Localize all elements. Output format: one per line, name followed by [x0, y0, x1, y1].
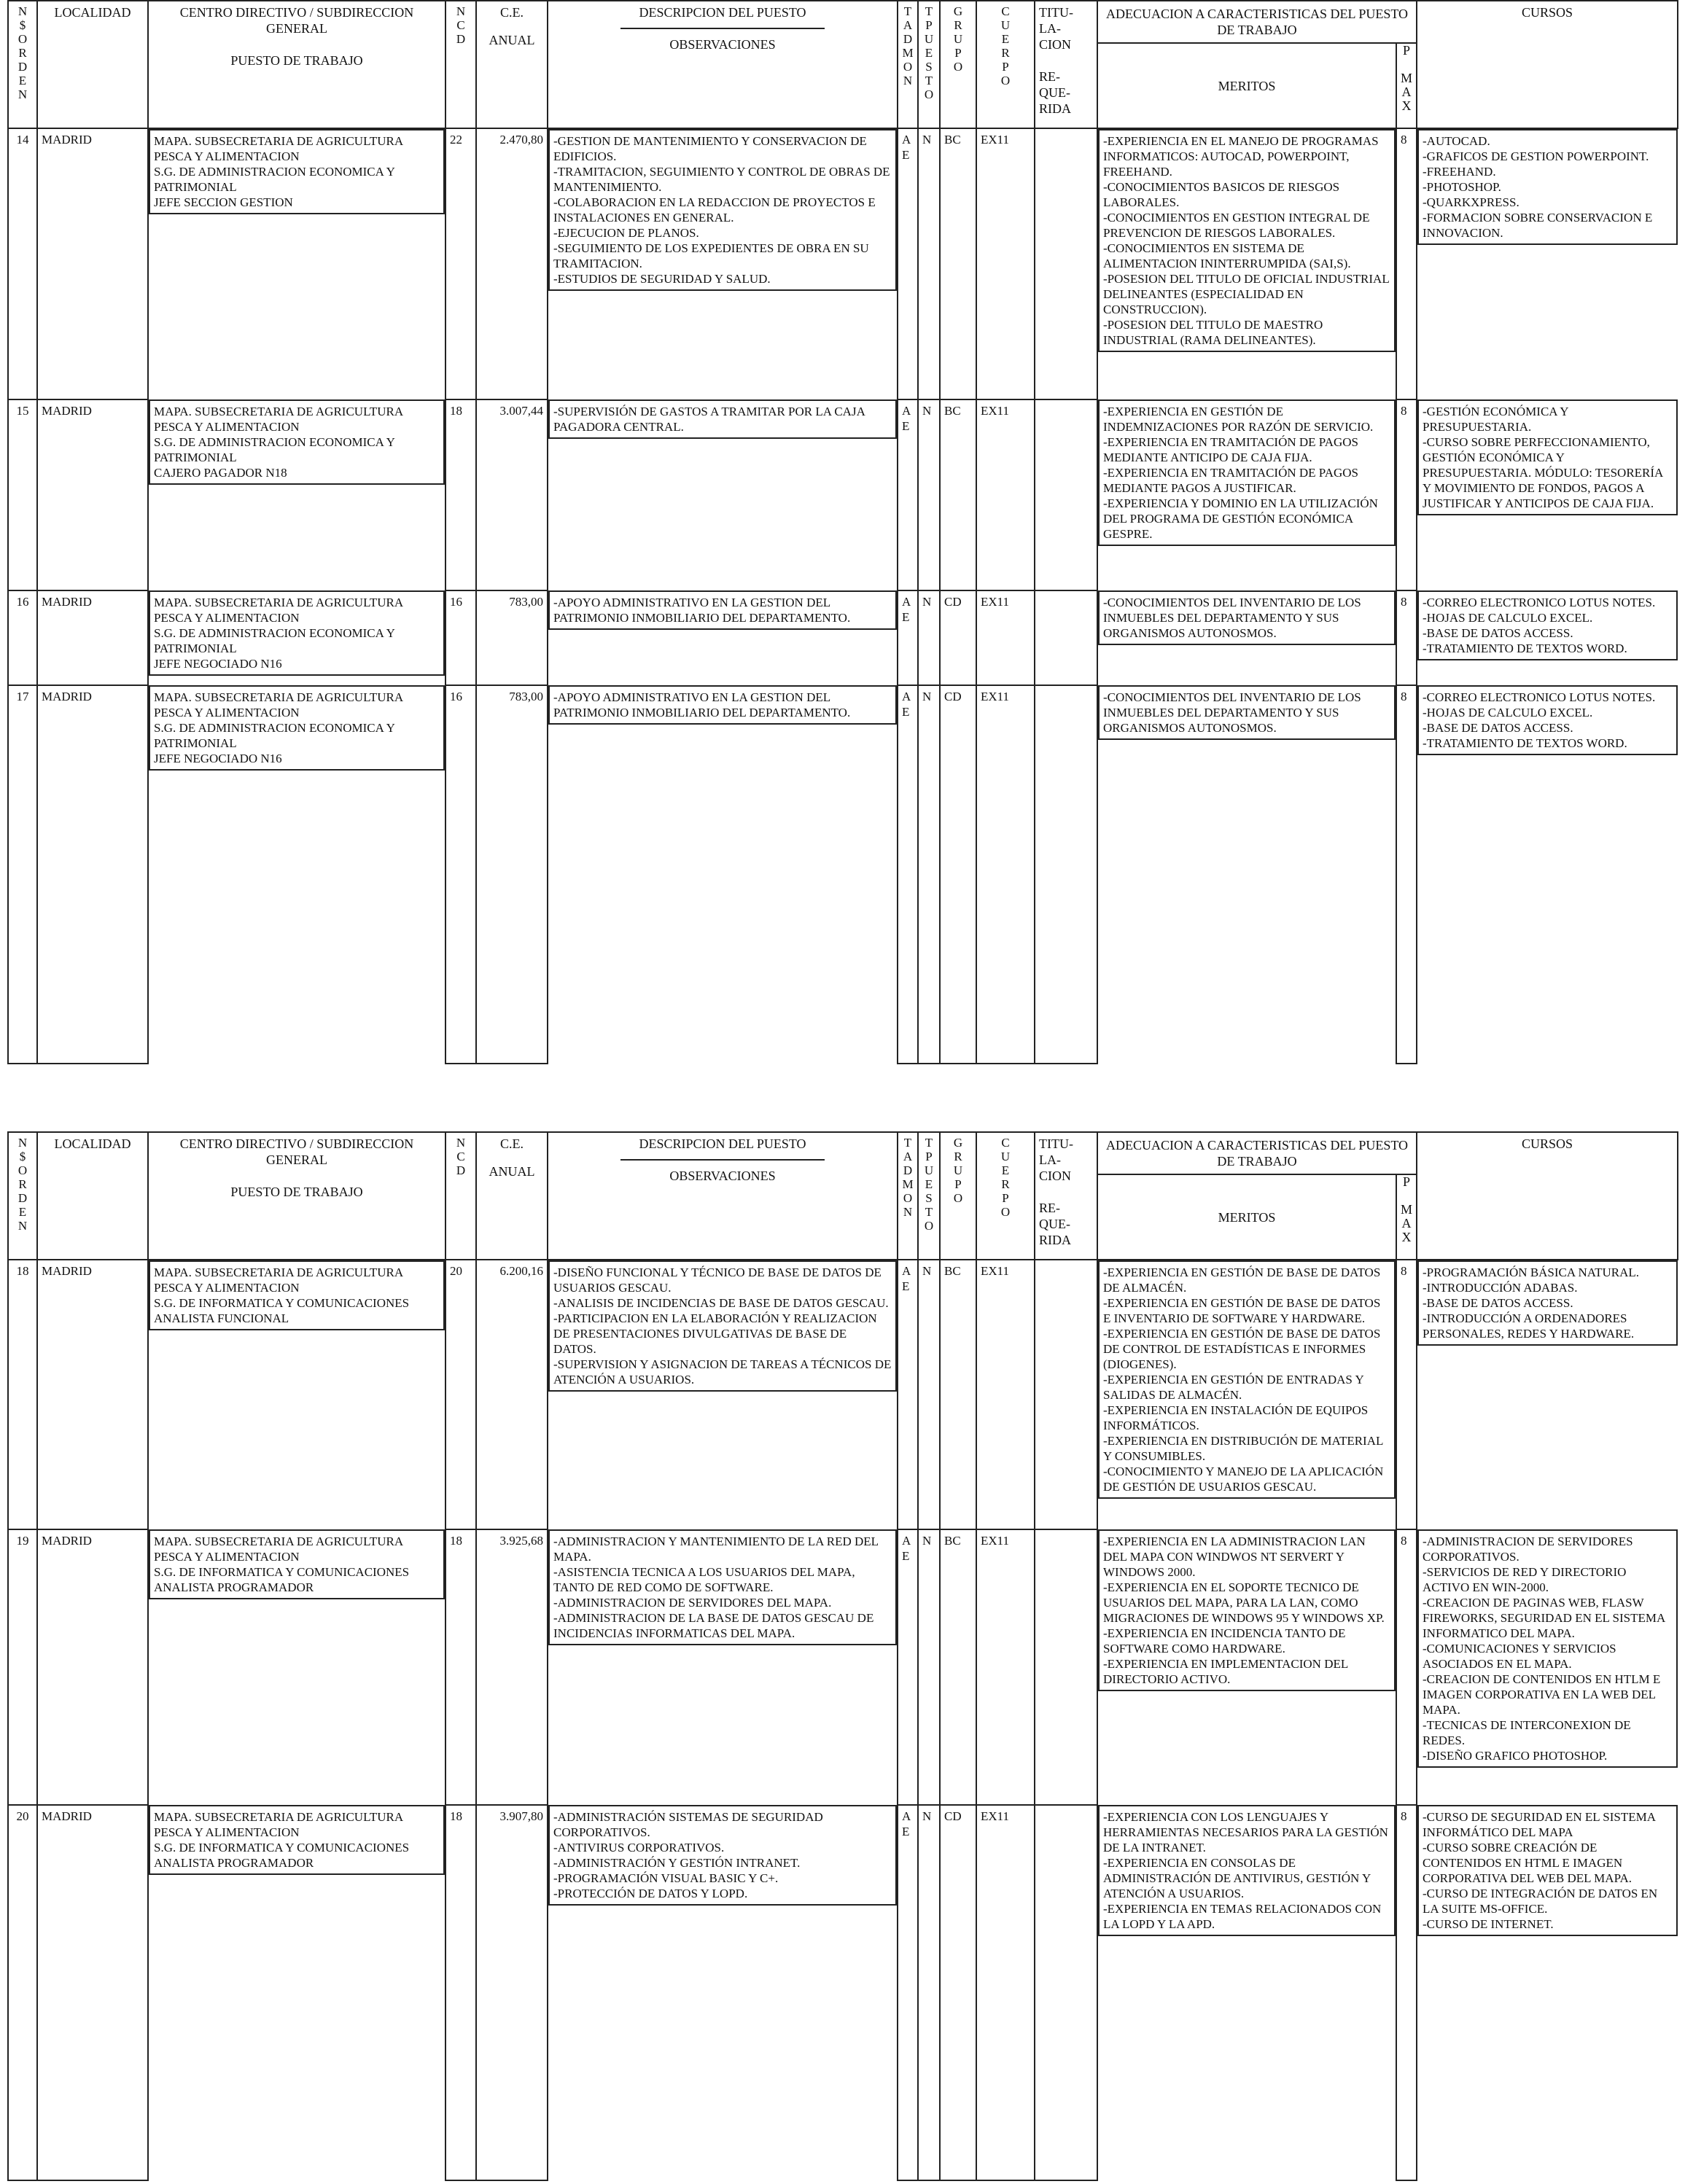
cell-grupo: BC	[940, 399, 976, 590]
cell-ncd: 16	[445, 685, 476, 1064]
cell-grupo: BC	[940, 1529, 976, 1805]
cell-localidad: MADRID	[37, 1529, 148, 1805]
cell-cursos: -CURSO DE SEGURIDAD EN EL SISTEMA INFORMÁTICO DEL MAPA -CURSO SOBRE CREACIÓN DE CONTENIDOS EN HTML E IMAGEN CORPORATIVA DEL WEB DEL MAPA. -CURSO DE INTEGRACIÓN DE DATOS EN LA SUITE MS-OFFICE. -CURSO DE INTERNET.	[1417, 1805, 1678, 1936]
header-adecuacion: ADECUACION A CARACTERISTICAS DEL PUESTO DE TRABAJO MERITOS P M A X	[1097, 1, 1417, 128]
cell-orden: 14	[8, 128, 37, 399]
cell-ce: 3.925,68	[476, 1529, 548, 1805]
cell-grupo: CD	[940, 685, 976, 1064]
cell-pmax: 8	[1396, 590, 1417, 685]
header-titulacion: TITU- LA- CION RE- QUE- RIDA	[1035, 1, 1097, 128]
cell-grupo: BC	[940, 128, 976, 399]
positions-table-1	[7, 0, 1678, 1064]
cell-admon: AE	[898, 1529, 918, 1805]
cell-admon: AE	[898, 128, 918, 399]
cell-titulacion	[1035, 1260, 1097, 1529]
cell-cursos: -PROGRAMACIÓN BÁSICA NATURAL. -INTRODUCCIÓN ADABAS. -BASE DE DATOS ACCESS. -INTRODUCCIÓN A ORDENADORES PERSONALES, REDES Y HARDWARE.	[1417, 1260, 1678, 1346]
cell-admon: AE	[898, 685, 918, 1064]
cell-orden: 17	[8, 685, 37, 1064]
cell-centro: MAPA. SUBSECRETARIA DE AGRICULTURA PESCA Y ALIMENTACION S.G. DE ADMINISTRACION ECONOMICA Y PATRIMONIAL JEFE NEGOCIADO N16	[149, 685, 445, 771]
header-cuerpo: C U E R P O	[976, 1, 1035, 128]
cell-meritos: -EXPERIENCIA CON LOS LENGUAJES Y HERRAMIENTAS NECESARIOS PARA LA GESTIÓN DE LA INTRANET. -EXPERIENCIA EN CONSOLAS DE ADMINISTRACIÓN DE ANTIVIRUS, GESTIÓN Y ATENCIÓN A USUARIOS. -EXPERIENCIA EN TEMAS RELACIONADOS CON LA LOPD Y LA APD.	[1098, 1805, 1396, 1936]
cell-ce: 2.470,80	[476, 128, 548, 399]
cell-ce: 3.907,80	[476, 1805, 548, 2180]
cell-cuerpo: EX11	[976, 399, 1035, 590]
header-localidad: LOCALIDAD	[37, 1132, 148, 1260]
cell-descripcion: -DISEÑO FUNCIONAL Y TÉCNICO DE BASE DE DATOS DE USUARIOS GESCAU. -ANALISIS DE INCIDENCIAS DE BASE DE DATOS GESCAU. -PARTICIPACION EN LA ELABORACIÓN Y REALIZACION DE PRESENTACIONES DIVULGATIVAS DE BASE DE DATOS. -SUPERVISION Y ASIGNACION DE TAREAS A TÉCNICOS DE ATENCIÓN A USUARIOS.	[548, 1260, 897, 1392]
cell-titulacion	[1035, 128, 1097, 399]
cell-descripcion: -APOYO ADMINISTRATIVO EN LA GESTION DEL PATRIMONIO INMOBILIARIO DEL DEPARTAMENTO.	[548, 685, 897, 725]
cell-meritos: -CONOCIMIENTOS DEL INVENTARIO DE LOS INMUEBLES DEL DEPARTAMENTO Y SUS ORGANISMOS AUTONOSMOS.	[1098, 685, 1396, 740]
cell-ncd: 20	[445, 1260, 476, 1529]
header-titulacion: TITU- LA- CION RE- QUE- RIDA	[1035, 1132, 1097, 1260]
header-t-puesto: T P U E S T O	[918, 1, 940, 128]
cell-ncd: 18	[445, 399, 476, 590]
positions-table-2	[7, 1131, 1678, 2181]
header-t-admon: T A D M O N	[898, 1, 918, 128]
header-localidad: LOCALIDAD	[37, 1, 148, 128]
header-ncd: N C D	[445, 1132, 476, 1260]
header-centro: CENTRO DIRECTIVO / SUBDIRECCION GENERAL PUESTO DE TRABAJO	[148, 1132, 445, 1260]
cell-centro: MAPA. SUBSECRETARIA DE AGRICULTURA PESCA Y ALIMENTACION S.G. DE ADMINISTRACION ECONOMICA Y PATRIMONIAL JEFE NEGOCIADO N16	[149, 590, 445, 676]
table-row	[8, 590, 1678, 685]
cell-centro: MAPA. SUBSECRETARIA DE AGRICULTURA PESCA Y ALIMENTACION S.G. DE ADMINISTRACION ECONOMICA Y PATRIMONIAL JEFE SECCION GESTION	[149, 129, 445, 214]
cell-meritos: -CONOCIMIENTOS DEL INVENTARIO DE LOS INMUEBLES DEL DEPARTAMENTO Y SUS ORGANISMOS AUTONOSMOS.	[1098, 590, 1396, 645]
cell-ncd: 18	[445, 1529, 476, 1805]
cell-descripcion: -ADMINISTRACIÓN SISTEMAS DE SEGURIDAD CORPORATIVOS. -ANTIVIRUS CORPORATIVOS. -ADMINISTRACIÓN Y GESTIÓN INTRANET. -PROGRAMACIÓN VISUAL BASIC Y C+. -PROTECCIÓN DE DATOS Y LOPD.	[548, 1805, 897, 1906]
cell-cursos: -CORREO ELECTRONICO LOTUS NOTES. -HOJAS DE CALCULO EXCEL. -BASE DE DATOS ACCESS. -TRATAMIENTO DE TEXTOS WORD.	[1417, 590, 1678, 660]
header-n-orden: N $ O R D E N	[8, 1132, 37, 1260]
cell-cuerpo: EX11	[976, 1529, 1035, 1805]
cell-grupo: CD	[940, 590, 976, 685]
header-adecuacion: ADECUACION A CARACTERISTICAS DEL PUESTO DE TRABAJO MERITOS P M A X	[1097, 1132, 1417, 1260]
cell-grupo: CD	[940, 1805, 976, 2180]
cell-localidad: MADRID	[37, 685, 148, 1064]
cell-cursos: -GESTIÓN ECONÓMICA Y PRESUPUESTARIA. -CURSO SOBRE PERFECCIONAMIENTO, GESTIÓN ECONÓMICA Y PRESUPUESTARIA. MÓDULO: TESORERÍA Y MOVIMIENTO DE FONDOS, PAGOS A JUSTIFICAR Y ANTICIPOS DE CAJA FIJA.	[1417, 399, 1678, 515]
cell-orden: 18	[8, 1260, 37, 1529]
cell-tpuesto: N	[918, 399, 940, 590]
header-cuerpo: C U E R P O	[976, 1132, 1035, 1260]
cell-tpuesto: N	[918, 128, 940, 399]
header-grupo: G R U P O	[940, 1132, 976, 1260]
header-row	[8, 1, 1678, 128]
cell-pmax: 8	[1396, 685, 1417, 1064]
cell-centro: MAPA. SUBSECRETARIA DE AGRICULTURA PESCA Y ALIMENTACION S.G. DE INFORMATICA Y COMUNICACIONES ANALISTA PROGRAMADOR	[149, 1805, 445, 1875]
cell-grupo: BC	[940, 1260, 976, 1529]
header-t-admon: T A D M O N	[898, 1132, 918, 1260]
cell-cursos: -ADMINISTRACION DE SERVIDORES CORPORATIVOS. -SERVICIOS DE RED Y DIRECTORIO ACTIVO EN WIN-2000. -CREACION DE PAGINAS WEB, FLASW FIREWORKS, SEGURIDAD EN EL SISTEMA INFORMATICO DEL MAPA. -COMUNICACIONES Y SERVICIOS ASOCIADOS EN EL MAPA. -CREACION DE CONTENIDOS EN HTLM E IMAGEN CORPORATIVA EN LA WEB DEL MAPA. -TECNICAS DE INTERCONEXION DE REDES. -DISEÑO GRAFICO PHOTOSHOP.	[1417, 1529, 1678, 1768]
cell-descripcion: -ADMINISTRACION Y MANTENIMIENTO DE LA RED DEL MAPA. -ASISTENCIA TECNICA A LOS USUARIOS DEL MAPA, TANTO DE RED COMO DE SOFTWARE. -ADMINISTRACION DE SERVIDORES DEL MAPA. -ADMINISTRACION DE LA BASE DE DATOS GESCAU DE INCIDENCIAS INFORMATICAS DEL MAPA.	[548, 1529, 897, 1645]
cell-titulacion	[1035, 590, 1097, 685]
cell-localidad: MADRID	[37, 590, 148, 685]
cell-meritos: -EXPERIENCIA EN EL MANEJO DE PROGRAMAS INFORMATICOS: AUTOCAD, POWERPOINT, FREEHAND. -CONOCIMIENTOS BASICOS DE RIESGOS LABORALES. -CONOCIMIENTOS EN GESTION INTEGRAL DE PREVENCION DE RIESGOS LABORALES. -CONOCIMIENTOS EN SISTEMA DE ALIMENTACION ININTERRUMPIDA (SAI,S). -POSESION DEL TITULO DE OFICIAL INDUSTRIAL DELINEANTES (ESPECIALIDAD EN CONSTRUCCION). -POSESION DEL TITULO DE MAESTRO INDUSTRIAL (RAMA DELINEANTES).	[1098, 129, 1396, 352]
cell-ncd: 18	[445, 1805, 476, 2180]
table-row	[8, 685, 1678, 1064]
header-n-orden: N $ O R D E N	[8, 1, 37, 128]
header-ncd: N C D	[445, 1, 476, 128]
cell-localidad: MADRID	[37, 1260, 148, 1529]
cell-ncd: 16	[445, 590, 476, 685]
cell-cursos: -AUTOCAD. -GRAFICOS DE GESTION POWERPOINT. -FREEHAND. -PHOTOSHOP. -QUARKXPRESS. -FORMACION SOBRE CONSERVACION E INNOVACION.	[1417, 129, 1678, 245]
cell-centro: MAPA. SUBSECRETARIA DE AGRICULTURA PESCA Y ALIMENTACION S.G. DE ADMINISTRACION ECONOMICA Y PATRIMONIAL CAJERO PAGADOR N18	[149, 399, 445, 485]
header-centro: CENTRO DIRECTIVO / SUBDIRECCION GENERAL PUESTO DE TRABAJO	[148, 1, 445, 128]
header-ce: C.E. ANUAL	[476, 1132, 548, 1260]
cell-admon: AE	[898, 1260, 918, 1529]
cell-meritos: -EXPERIENCIA EN GESTIÓN DE BASE DE DATOS DE ALMACÉN. -EXPERIENCIA EN GESTIÓN DE BASE DE DATOS E INVENTARIO DE SOFTWARE Y HARDWARE. -EXPERIENCIA EN GESTIÓN DE BASE DE DATOS DE CONTROL DE ESTADÍSTICAS E INFORMES (DIOGENES). -EXPERIENCIA EN GESTIÓN DE ENTRADAS Y SALIDAS DE ALMACÉN. -EXPERIENCIA EN INSTALACIÓN DE EQUIPOS INFORMÁTICOS. -EXPERIENCIA EN DISTRIBUCIÓN DE MATERIAL Y CONSUMIBLES. -CONOCIMIENTO Y MANEJO DE LA APLICACIÓN DE GESTIÓN DE USUARIOS GESCAU.	[1098, 1260, 1396, 1499]
cell-ce: 783,00	[476, 685, 548, 1064]
cell-ce: 3.007,44	[476, 399, 548, 590]
header-cursos: CURSOS	[1417, 1, 1678, 128]
cell-tpuesto: N	[918, 685, 940, 1064]
header-ce: C.E. ANUAL	[476, 1, 548, 128]
table-row	[8, 1260, 1678, 1529]
cell-titulacion	[1035, 399, 1097, 590]
cell-descripcion: -APOYO ADMINISTRATIVO EN LA GESTION DEL PATRIMONIO INMOBILIARIO DEL DEPARTAMENTO.	[548, 590, 897, 630]
table-block-2	[7, 1131, 1677, 2181]
cell-cursos: -CORREO ELECTRONICO LOTUS NOTES. -HOJAS DE CALCULO EXCEL. -BASE DE DATOS ACCESS. -TRATAMIENTO DE TEXTOS WORD.	[1417, 685, 1678, 755]
cell-ce: 783,00	[476, 590, 548, 685]
header-descripcion: DESCRIPCION DEL PUESTO OBSERVACIONES	[548, 1132, 898, 1260]
cell-descripcion: -SUPERVISIÓN DE GASTOS A TRAMITAR POR LA CAJA PAGADORA CENTRAL.	[548, 399, 897, 439]
cell-pmax: 8	[1396, 1260, 1417, 1529]
cell-orden: 15	[8, 399, 37, 590]
cell-cuerpo: EX11	[976, 128, 1035, 399]
cell-admon: AE	[898, 399, 918, 590]
cell-tpuesto: N	[918, 1805, 940, 2180]
header-row	[8, 1132, 1678, 1260]
cell-pmax: 8	[1396, 128, 1417, 399]
cell-localidad: MADRID	[37, 399, 148, 590]
cell-ncd: 22	[445, 128, 476, 399]
cell-tpuesto: N	[918, 1529, 940, 1805]
cell-centro: MAPA. SUBSECRETARIA DE AGRICULTURA PESCA Y ALIMENTACION S.G. DE INFORMATICA Y COMUNICACIONES ANALISTA PROGRAMADOR	[149, 1529, 445, 1599]
cell-titulacion	[1035, 1529, 1097, 1805]
table-row	[8, 128, 1678, 399]
cell-cuerpo: EX11	[976, 590, 1035, 685]
cell-localidad: MADRID	[37, 128, 148, 399]
header-t-puesto: T P U E S T O	[918, 1132, 940, 1260]
table-row	[8, 399, 1678, 590]
table-row	[8, 1805, 1678, 2180]
header-descripcion: DESCRIPCION DEL PUESTO OBSERVACIONES	[548, 1, 898, 128]
cell-titulacion	[1035, 1805, 1097, 2180]
cell-admon: AE	[898, 1805, 918, 2180]
cell-pmax: 8	[1396, 1529, 1417, 1805]
cell-descripcion: -GESTION DE MANTENIMIENTO Y CONSERVACION DE EDIFICIOS. -TRAMITACION, SEGUIMIENTO Y CONTROL DE OBRAS DE MANTENIMIENTO. -COLABORACION EN LA REDACCION DE PROYECTOS E INSTALACIONES EN GENERAL. -EJECUCION DE PLANOS. -SEGUIMIENTO DE LOS EXPEDIENTES DE OBRA EN SU TRAMITACION. -ESTUDIOS DE SEGURIDAD Y SALUD.	[548, 129, 897, 291]
cell-ce: 6.200,16	[476, 1260, 548, 1529]
header-grupo: G R U P O	[940, 1, 976, 128]
cell-pmax: 8	[1396, 399, 1417, 590]
cell-meritos: -EXPERIENCIA EN GESTIÓN DE INDEMNIZACIONES POR RAZÓN DE SERVICIO. -EXPERIENCIA EN TRAMITACIÓN DE PAGOS MEDIANTE ANTICIPO DE CAJA FIJA. -EXPERIENCIA EN TRAMITACIÓN DE PAGOS MEDIANTE PAGOS A JUSTIFICAR. -EXPERIENCIA Y DOMINIO EN LA UTILIZACIÓN DEL PROGRAMA DE GESTIÓN ECONÓMICA GESPRE.	[1098, 399, 1396, 546]
cell-cuerpo: EX11	[976, 1805, 1035, 2180]
cell-cuerpo: EX11	[976, 685, 1035, 1064]
header-cursos: CURSOS	[1417, 1132, 1678, 1260]
cell-admon: AE	[898, 590, 918, 685]
table-row	[8, 1529, 1678, 1805]
cell-tpuesto: N	[918, 590, 940, 685]
cell-cuerpo: EX11	[976, 1260, 1035, 1529]
cell-orden: 19	[8, 1529, 37, 1805]
cell-localidad: MADRID	[37, 1805, 148, 2180]
cell-pmax: 8	[1396, 1805, 1417, 2180]
table-block-1	[7, 0, 1677, 1064]
cell-meritos: -EXPERIENCIA EN LA ADMINISTRACION LAN DEL MAPA CON WINDWOS NT SERVERT Y WINDOWS 2000. -EXPERIENCIA EN EL SOPORTE TECNICO DE USUARIOS DEL MAPA, PARA LA LAN, COMO MIGRACIONES DE WINDOWS 95 Y WINDOWS XP. -EXPERIENCIA EN INCIDENCIA TANTO DE SOFTWARE COMO HARDWARE. -EXPERIENCIA EN IMPLEMENTACION DEL DIRECTORIO ACTIVO.	[1098, 1529, 1396, 1691]
cell-titulacion	[1035, 685, 1097, 1064]
cell-orden: 16	[8, 590, 37, 685]
cell-centro: MAPA. SUBSECRETARIA DE AGRICULTURA PESCA Y ALIMENTACION S.G. DE INFORMATICA Y COMUNICACIONES ANALISTA FUNCIONAL	[149, 1260, 445, 1330]
cell-orden: 20	[8, 1805, 37, 2180]
cell-tpuesto: N	[918, 1260, 940, 1529]
